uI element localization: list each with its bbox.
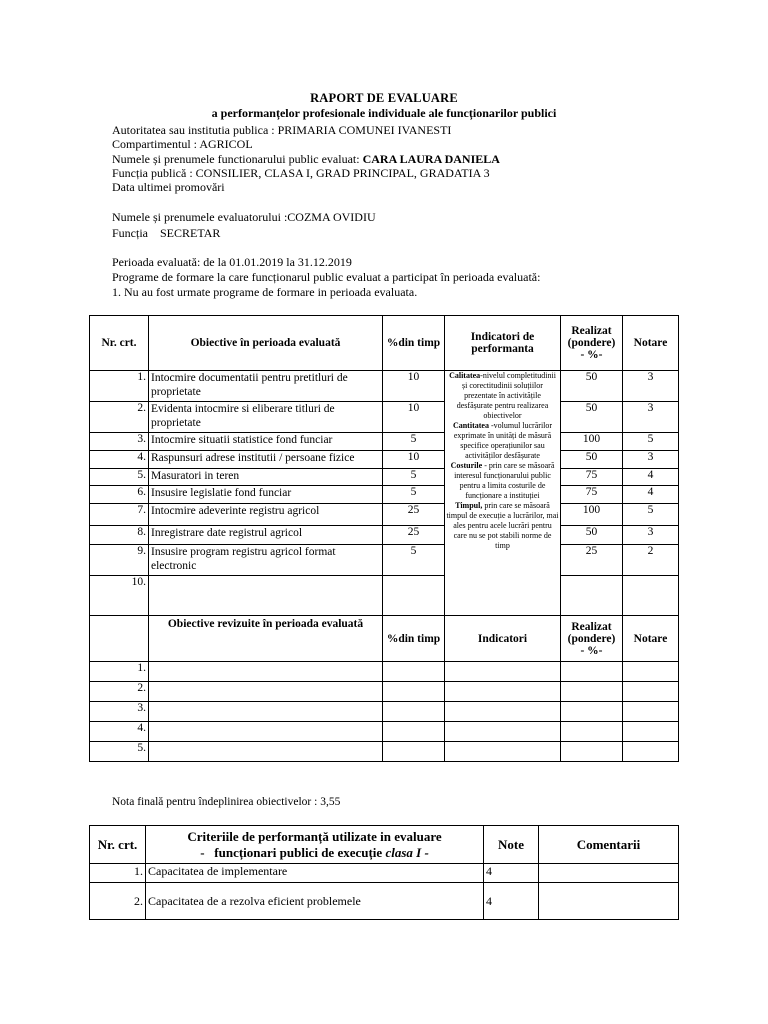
header-obiective: Obiective în perioada evaluată	[149, 316, 383, 371]
row-timp: 5	[383, 433, 445, 451]
header-realizat-line3: - %-	[580, 349, 603, 361]
revised-row	[90, 742, 679, 762]
row-realizat	[561, 576, 623, 616]
header-nr: Nr. crt.	[90, 316, 149, 371]
row-notare: 2	[623, 545, 679, 576]
criteria-row-comentarii	[539, 883, 679, 920]
criteria-header-line2	[148, 845, 481, 861]
calitatea-text: -nivelul completitudinii și corectitudinii soluțiilor prezentate în activitățile desfășurate pentru realizarea obiectivelor	[456, 371, 556, 420]
row-nr: 5.	[90, 469, 149, 486]
criteria-header-criterii	[146, 826, 484, 864]
table-row	[90, 883, 679, 920]
report-title: RAPORT DE EVALUARE	[310, 91, 458, 105]
criteria-row-note: 4	[484, 864, 539, 883]
objectives-header-row	[90, 316, 679, 371]
timpul-label: Timpul,	[455, 501, 483, 510]
programe-item-1: 1. Nu au fost urmate programe de formare in perioada evaluata.	[112, 285, 418, 299]
row-realizat: 100	[561, 433, 623, 451]
row-nr: 4.	[90, 451, 149, 469]
perioada-line: Perioada evaluată: de la 01.01.2019 la 31.12.2019	[112, 255, 352, 269]
criteria-header-line2-text: - funcționari publici de execuție	[200, 844, 386, 860]
row-notare: 5	[623, 504, 679, 526]
criteria-table	[89, 825, 679, 920]
report-subtitle: a performanțelor profesionale individuale ale funcționarilor publici	[211, 106, 557, 120]
revised-header-timp: %din timp	[383, 616, 445, 662]
row-nr: 9.	[90, 545, 149, 576]
revised-row-nr: 1.	[90, 662, 149, 682]
row-obiectiv: Evidenta intocmire si eliberare titluri de proprietate	[149, 402, 383, 433]
row-timp: 5	[383, 469, 445, 486]
criteria-header-note: Note	[484, 826, 539, 864]
criteria-header-clasa: clasa I -	[385, 844, 429, 860]
revised-header-realizat	[561, 616, 623, 662]
cantitatea-text: -volumul lucrărilor exprimate în unități de măsură specifice operațiunilor sau activităților desfășurate	[453, 421, 553, 460]
revised-row-nr: 3.	[90, 702, 149, 722]
row-notare: 3	[623, 451, 679, 469]
revised-header-obiective: Obiective revizuite în perioada evaluată	[149, 616, 383, 662]
row-timp: 10	[383, 371, 445, 402]
table-row	[90, 864, 679, 883]
row-realizat: 50	[561, 526, 623, 545]
revised-row	[90, 722, 679, 742]
row-realizat: 50	[561, 402, 623, 433]
row-realizat: 25	[561, 545, 623, 576]
row-timp: 5	[383, 486, 445, 504]
table-row	[90, 486, 679, 504]
row-obiectiv: Masuratori in teren	[149, 469, 383, 486]
row-realizat: 50	[561, 371, 623, 402]
compartiment-line: Compartimentul : AGRICOL	[112, 137, 253, 151]
row-notare: 4	[623, 469, 679, 486]
evaluated-name-label: Numele și prenumele functionarului public evaluat:	[112, 152, 363, 166]
criteria-header-comentarii: Comentarii	[539, 826, 679, 864]
row-obiectiv: Intocmire documentatii pentru pretitluri de proprietate	[149, 371, 383, 402]
data-promovari-line: Data ultimei promovări	[112, 180, 225, 194]
evaluator-line: Numele și prenumele evaluatorului :COZMA OVIDIU	[112, 210, 376, 224]
header-realizat-line1: Realizat	[571, 325, 612, 337]
header-realizat-line2: (pondere)	[567, 337, 616, 349]
revised-row	[90, 682, 679, 702]
revised-row	[90, 702, 679, 722]
row-timp	[383, 576, 445, 616]
cantitatea-label: Cantitatea	[452, 421, 489, 430]
row-timp: 10	[383, 402, 445, 433]
table-row	[90, 402, 679, 433]
criteria-row-nr: 2.	[90, 883, 146, 920]
row-notare: 5	[623, 433, 679, 451]
row-obiectiv: Intocmire adeverinte registru agricol	[149, 504, 383, 526]
objectives-table	[89, 315, 679, 762]
table-row	[90, 433, 679, 451]
revised-realizat-line3: - %-	[580, 644, 603, 657]
header-realizat	[561, 316, 623, 371]
evaluated-name-value: CARA LAURA DANIELA	[362, 152, 500, 166]
criteria-row-criteriu: Capacitatea de a rezolva eficient problemele	[146, 883, 484, 920]
row-timp: 25	[383, 504, 445, 526]
row-nr: 8.	[90, 526, 149, 545]
programe-line: Programe de formare la care funcționarul public evaluat a participat în perioada evaluată:	[112, 270, 541, 284]
revised-header-blank	[90, 616, 149, 662]
timpul-text: prin care se măsoară timpul de execuție a lucrărilor, mai ales pentru acele lucrări pentru care nu se pot stabili norme de timp	[446, 501, 559, 550]
criteria-header-row	[90, 826, 679, 864]
row-notare	[623, 576, 679, 616]
row-obiectiv: Insusire program registru agricol format electronic	[149, 545, 383, 576]
row-nr: 10.	[90, 576, 149, 616]
criteria-row-criteriu: Capacitatea de implementare	[146, 864, 484, 883]
row-realizat: 100	[561, 504, 623, 526]
row-nr: 6.	[90, 486, 149, 504]
criteria-header-nr: Nr. crt.	[90, 826, 146, 864]
row-obiectiv: Raspunsuri adrese institutii / persoane fizice	[149, 451, 383, 469]
row-realizat: 75	[561, 469, 623, 486]
costurile-label: Costurile	[450, 461, 483, 470]
costurile-text: - prin care se măsoară interesul funcționarului public pentru a limita costurile de funcționare a instituției	[454, 461, 555, 500]
row-timp: 25	[383, 526, 445, 545]
row-notare: 3	[623, 371, 679, 402]
autoritatea-line: Autoritatea sau institutia publica : PRIMARIA COMUNEI IVANESTI	[112, 123, 452, 137]
revised-realizat-line2: (pondere)	[567, 632, 616, 645]
revised-header-row	[90, 616, 679, 662]
row-obiectiv: Insusire legislatie fond funciar	[149, 486, 383, 504]
row-nr: 7.	[90, 504, 149, 526]
row-obiectiv: Inregistrare date registrul agricol	[149, 526, 383, 545]
evaluated-name-line	[112, 152, 500, 166]
functia-publica-line: Funcția publică : CONSILIER, CLASA I, GRAD PRINCIPAL, GRADATIA 3	[112, 166, 490, 180]
table-row	[90, 545, 679, 576]
row-notare: 4	[623, 486, 679, 504]
revised-header-notare: Notare	[623, 616, 679, 662]
revised-row-nr: 2.	[90, 682, 149, 702]
revised-row-nr: 4.	[90, 722, 149, 742]
row-nr: 2.	[90, 402, 149, 433]
table-row	[90, 526, 679, 545]
revised-realizat-line1: Realizat	[571, 620, 612, 633]
criteria-row-comentarii	[539, 864, 679, 883]
indicatori-description	[445, 371, 561, 616]
criteria-header-line1: Criteriile de performanță utilizate in evaluare	[187, 828, 442, 844]
row-notare: 3	[623, 402, 679, 433]
row-nr: 3.	[90, 433, 149, 451]
header-notare: Notare	[623, 316, 679, 371]
criteria-row-nr: 1.	[90, 864, 146, 883]
row-nr: 1.	[90, 371, 149, 402]
row-notare: 3	[623, 526, 679, 545]
table-row	[90, 451, 679, 469]
calitatea-label: Calitatea	[449, 371, 481, 380]
header-timp: %din timp	[383, 316, 445, 371]
revised-row	[90, 662, 679, 682]
row-obiectiv: Intocmire situatii statistice fond funciar	[149, 433, 383, 451]
row-obiectiv	[149, 576, 383, 616]
row-timp: 5	[383, 545, 445, 576]
table-row	[90, 371, 679, 402]
row-realizat: 75	[561, 486, 623, 504]
nota-finala: Nota finală pentru îndeplinirea obiectivelor : 3,55	[112, 796, 341, 808]
functia-line: Funcția SECRETAR	[112, 226, 221, 240]
row-timp: 10	[383, 451, 445, 469]
criteria-row-note: 4	[484, 883, 539, 920]
table-row	[90, 576, 679, 616]
header-indicatori: Indicatori de performanta	[445, 316, 561, 371]
revised-header-indicatori: Indicatori	[445, 616, 561, 662]
table-row	[90, 504, 679, 526]
table-row	[90, 469, 679, 486]
row-realizat: 50	[561, 451, 623, 469]
revised-row-nr: 5.	[90, 742, 149, 762]
